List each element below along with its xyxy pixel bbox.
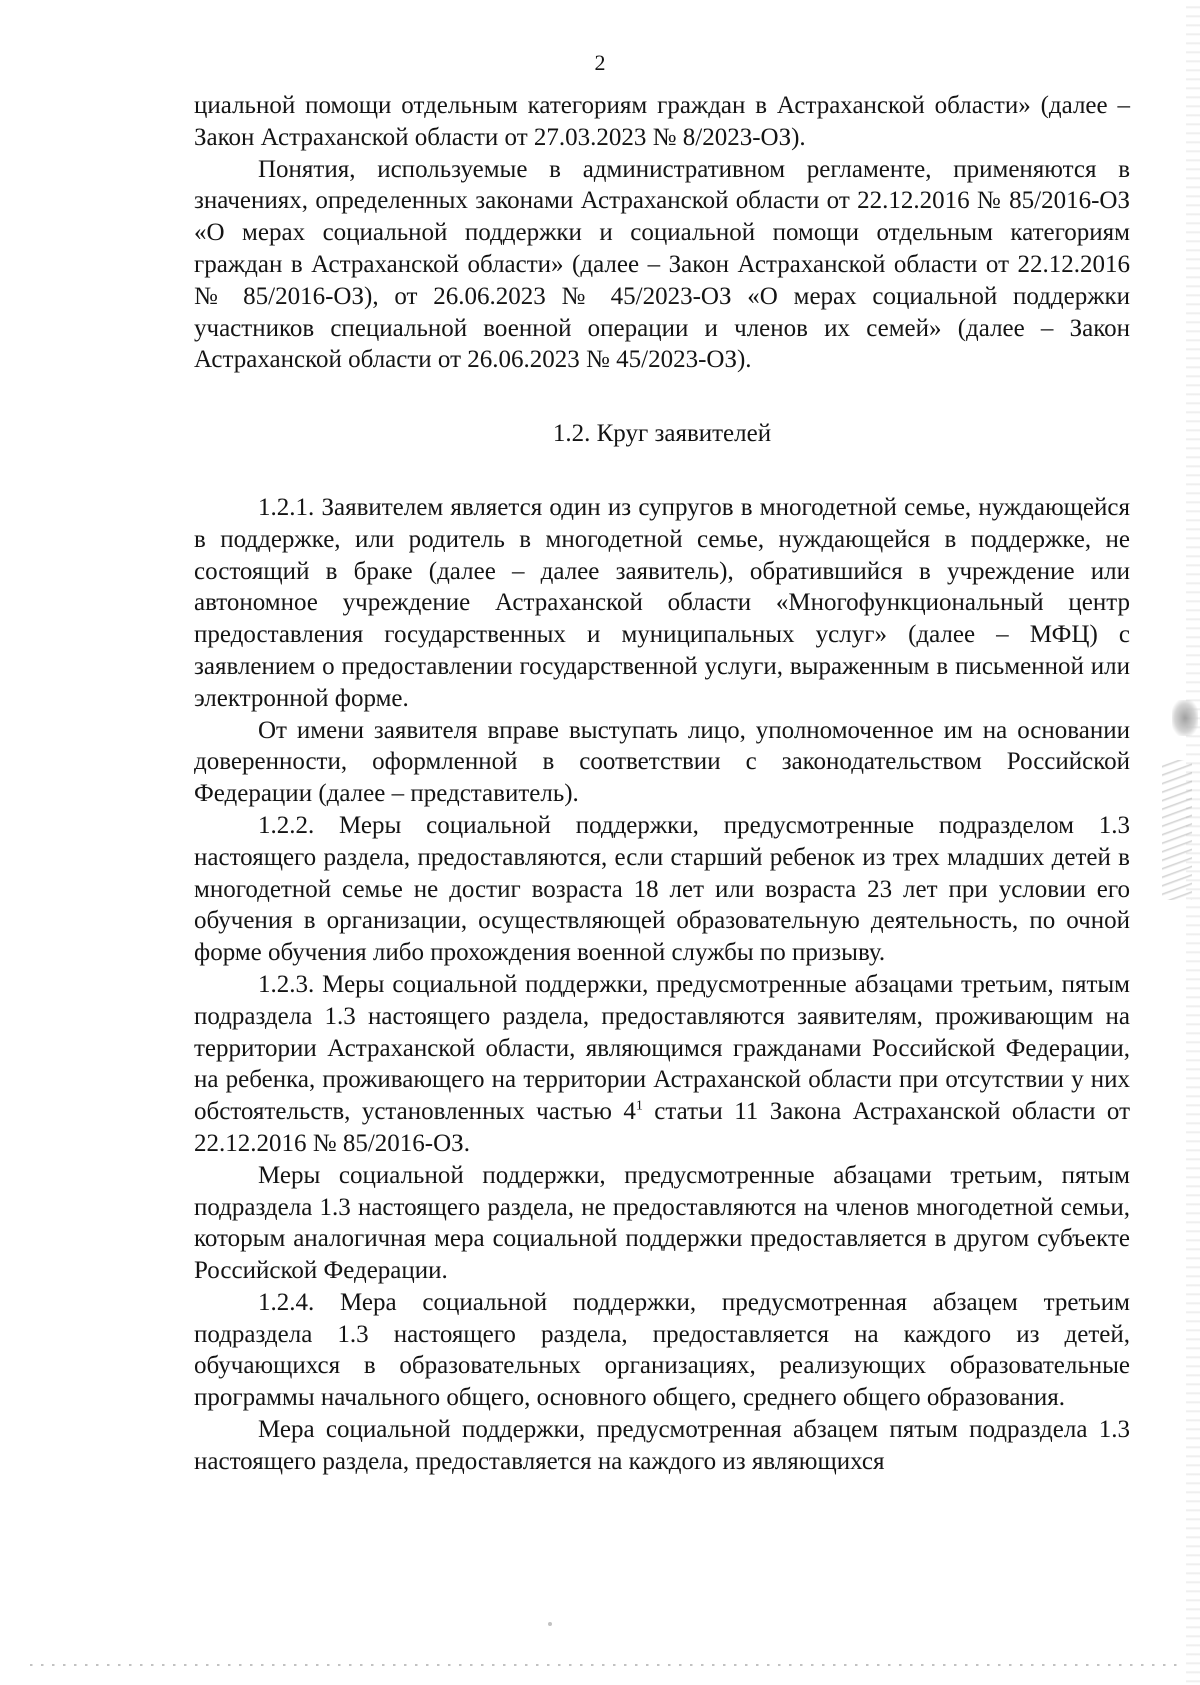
paragraph-1-2-3-tail: статьи 11 Закона Астраханской области от 22.12.2016 № 85/2016-ОЗ. — [194, 1098, 1130, 1157]
paragraph-continuation: циальной помощи отдельным категориям граждан в Астраханской области» (далее – Закон Астраханской области от 27.03.2023 № 8/2023-ОЗ). — [194, 92, 1130, 151]
paragraph-1-2-2: 1.2.2. Меры социальной поддержки, предусмотренные подразделом 1.3 настоящего раздела, предоставляются, если старший ребенок из трех младших детей в многодетной семье не достиг возраста 18 лет или возраста 23 лет при условии его обучения в организации, осуществляющей образовательную деятельность, по очной форме обучения либо прохождения военной службы по призыву. — [194, 811, 1130, 967]
scan-dot-artifact — [548, 1622, 552, 1626]
paragraph-1-2-3 — [194, 969, 1130, 1160]
paragraph-fifth-measure: Мера социальной поддержки, предусмотренная абзацем пятым подраздела 1.3 настоящего раздела, предоставляется на каждого из являющихся — [194, 1416, 1130, 1475]
scan-smudge-artifact — [1172, 700, 1198, 736]
bottom-dotted-line — [30, 1664, 1180, 1666]
paragraph-1-2-1: 1.2.1. Заявителем является один из супругов в многодетной семье, нуждающейся в поддержке, или родитель в многодетной семье, нуждающейся в поддержке, не состоящий в браке (далее – далее заявитель), обратившийся в учреждение или автономное учреждение Астраханской области «Многофункциональный центр предоставления государственных и муниципальных услуг» (далее – МФЦ) с заявлением о предоставлении государственной услуги, выраженным в письменной или электронной форме. — [194, 493, 1130, 712]
paragraph-1-2-4: 1.2.4. Мера социальной поддержки, предусмотренная абзацем третьим подраздела 1.3 настоящего раздела, предоставляется на каждого из детей, обучающихся в образовательных организациях, реализующих образовательные программы начального общего, основного общего, среднего общего образования. — [194, 1288, 1130, 1412]
page-number: 2 — [594, 50, 606, 75]
scan-speckle-artifact — [1162, 760, 1192, 900]
paragraph-1-2-3-text: 1.2.3. Меры социальной поддержки, предусмотренные абзацами третьим, пятым подраздела 1.3 настоящего раздела, предоставляются заявителям, проживающим на территории Астраханской области, являющимся гражданами Российской Федерации, на ребенка, проживающего на территории Астраханской области при отсутствии у них обстоятельств, установленных частью 4 — [194, 970, 1130, 1126]
section-title: 1.2. Круг заявителей — [552, 420, 772, 448]
superscript: 1 — [635, 1098, 643, 1114]
paragraph-exclusion: Меры социальной поддержки, предусмотренные абзацами третьим, пятым подраздела 1.3 настоящего раздела, не предоставляются на членов многодетной семьи, которым аналогичная мера социальной поддержки предоставляется в другом субъекте Российской Федерации. — [194, 1161, 1130, 1285]
document-body — [194, 90, 1130, 1478]
paragraph-definitions: Понятия, используемые в административном регламенте, применяются в значениях, определенных законами Астраханской области от 22.12.2016 № 85/2016-ОЗ «О мерах социальной поддержки и социальной помощи отдельным категориям граждан в Астраханской области» (далее – Закон Астраханской области от 22.12.2016 № 85/2016-ОЗ), от 26.06.2023 № 45/2023-ОЗ «О мерах социальной поддержки участников специальной военной операции и членов их семей» (далее – Закон Астраханской области от 26.06.2023 № 45/2023-ОЗ). — [194, 155, 1130, 374]
paragraph-representative: От имени заявителя вправе выступать лицо, уполномоченное им на основании доверенности, оформленной в соответствии с законодательством Российской Федерации (далее – представитель). — [194, 716, 1130, 808]
